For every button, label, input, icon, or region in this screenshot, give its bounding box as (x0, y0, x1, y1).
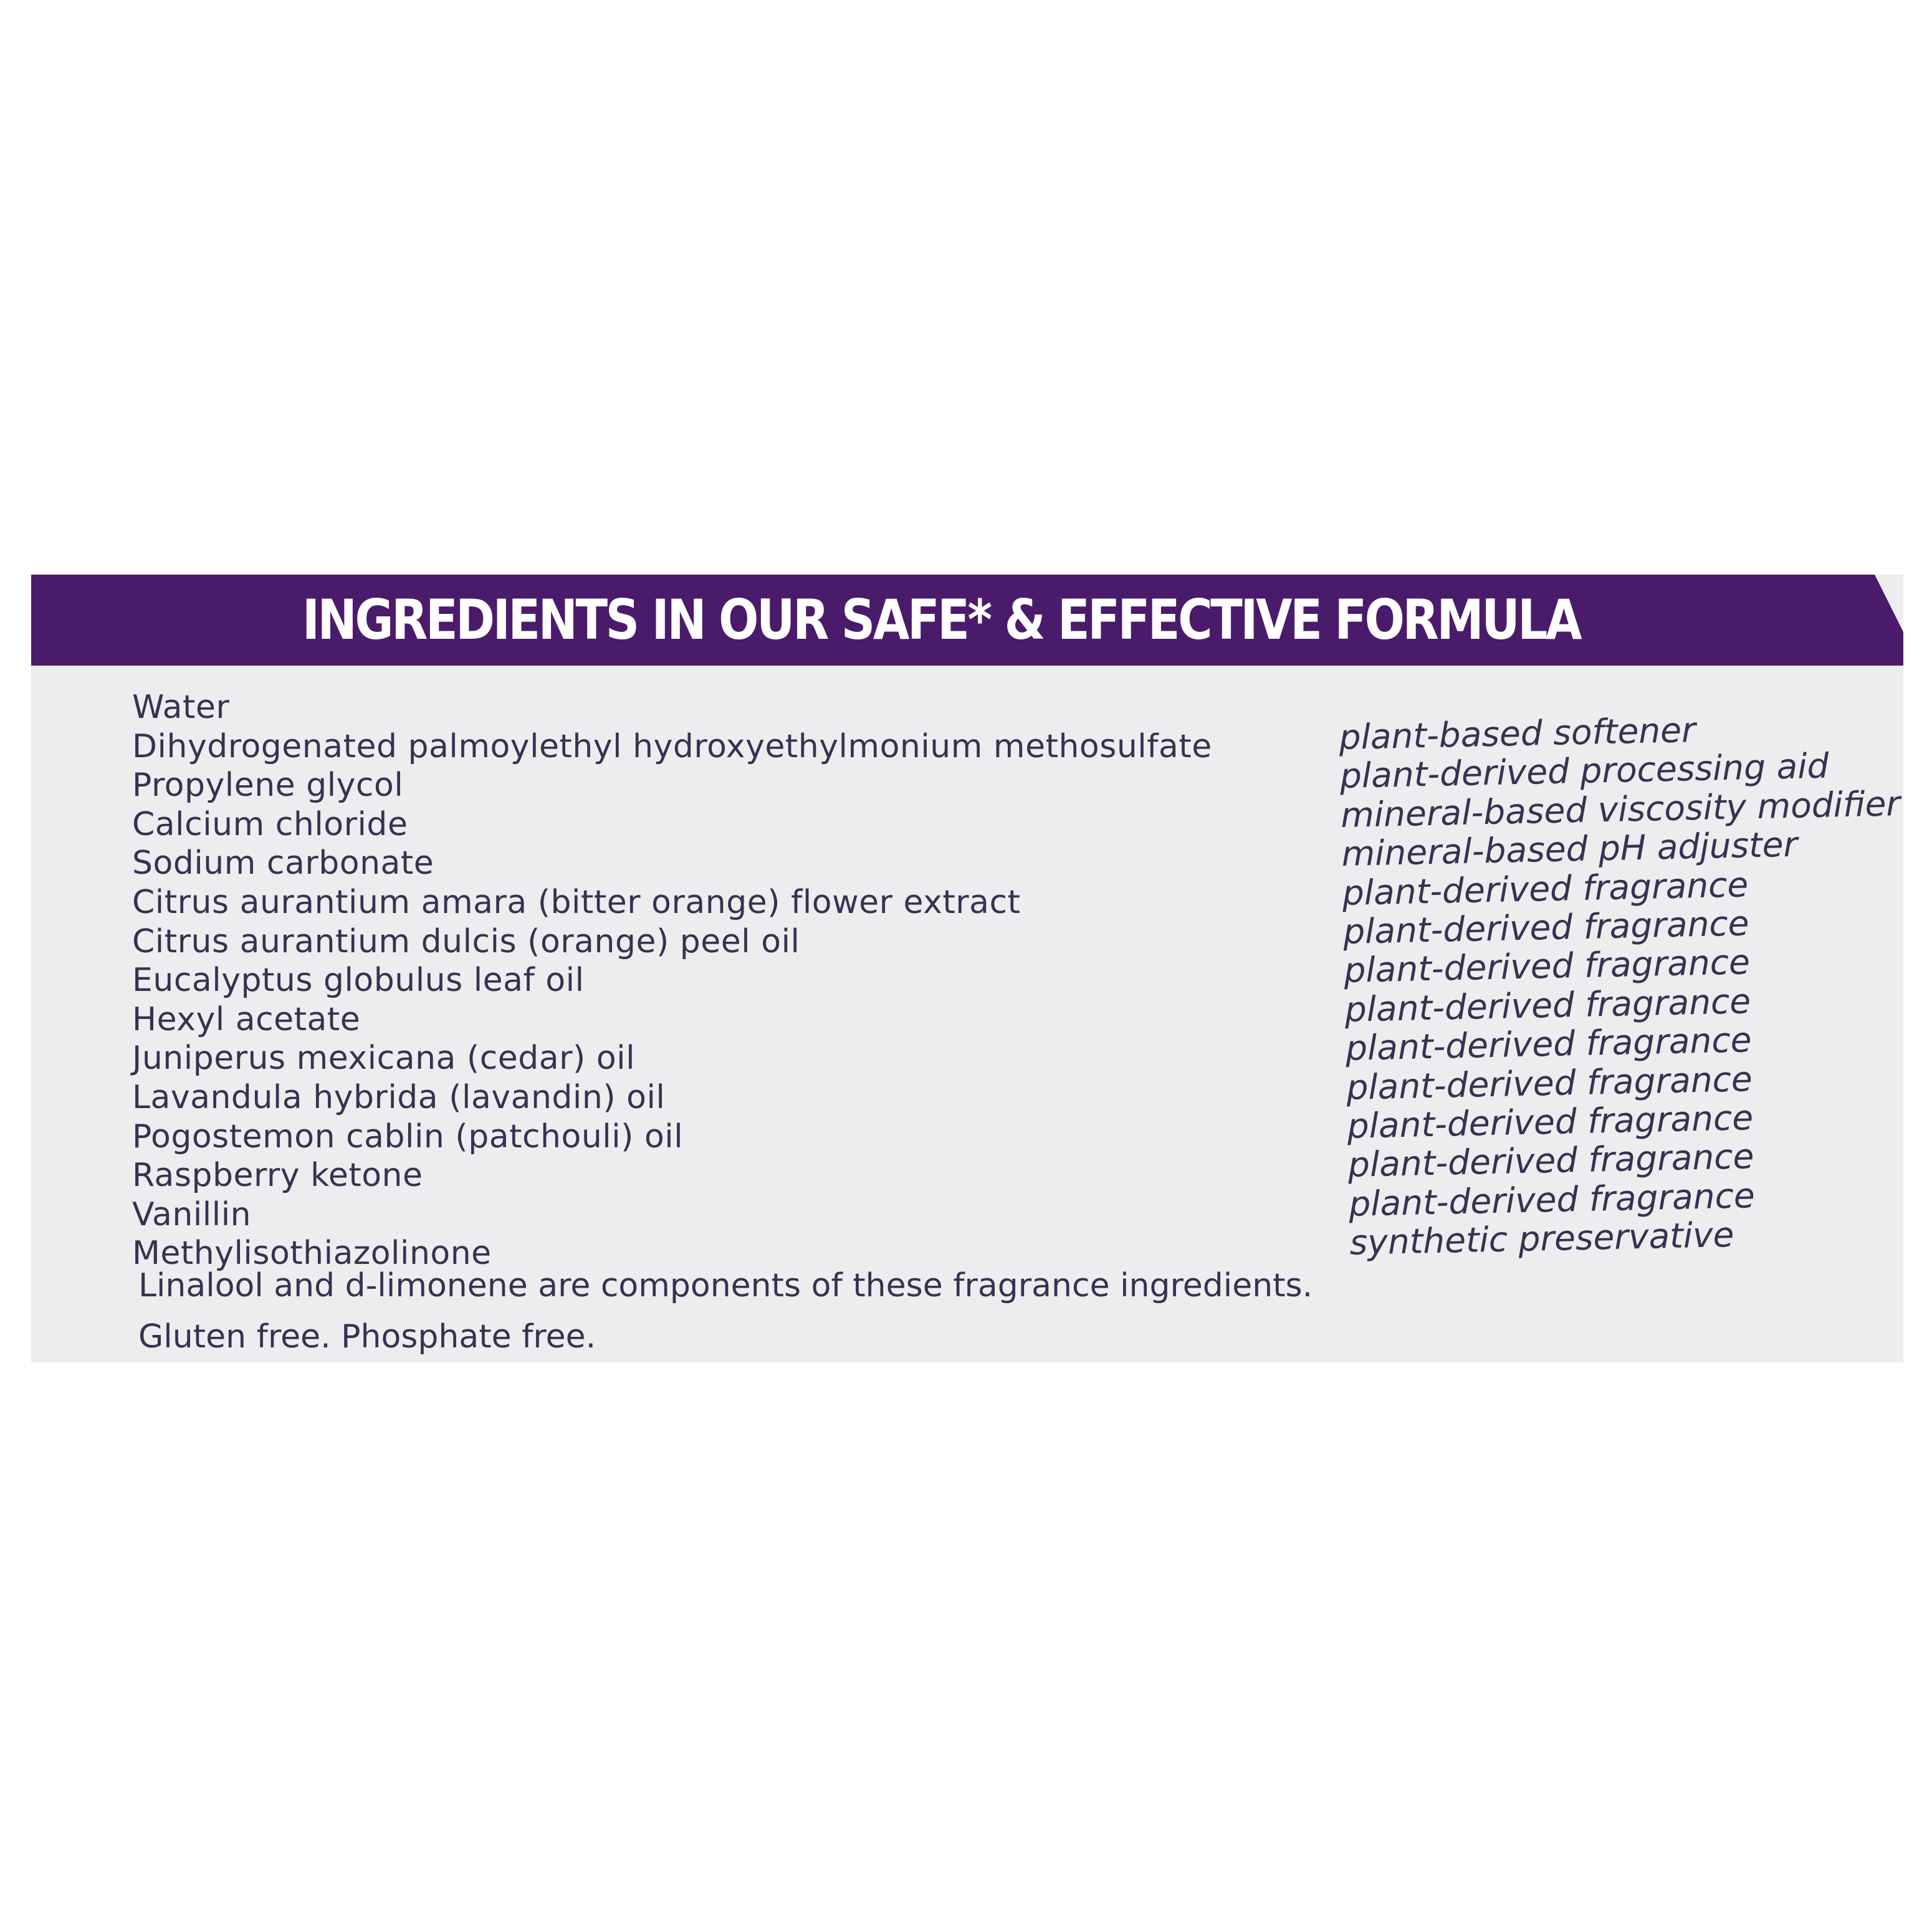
ingredient-role: synthetic preservative (1349, 1214, 1735, 1263)
ingredient-role: plant-derived fragrance (1347, 1136, 1754, 1185)
ingredient-role: plant-derived fragrance (1344, 980, 1751, 1030)
banner-title: INGREDIENTS IN OUR SAFE* & EFFECTIVE FORMULA (302, 588, 1581, 652)
ingredient-item: Vanillin (132, 1195, 252, 1233)
ingredient-role: plant-derived processing aid (1339, 745, 1830, 796)
ingredient-item: Pogostemon cablin (patchouli) oil (132, 1117, 684, 1155)
ingredient-item: Dihydrogenated palmoylethyl hydroxyethylmonium methosulfate (132, 727, 1212, 765)
ingredient-role: mineral-based viscosity modifier (1340, 783, 1901, 835)
ingredient-role-list (1339, 706, 1911, 1262)
ingredient-role: mineral-based pH adjuster (1341, 824, 1798, 874)
ingredient-item: Water (132, 689, 230, 726)
header-banner (31, 575, 1903, 666)
ingredient-item: Citrus aurantium dulcis (orange) peel oil (132, 922, 800, 960)
ingredient-item: Propylene glycol (132, 767, 404, 805)
ingredient-role: plant-derived fragrance (1346, 1058, 1753, 1107)
ingredient-list (132, 688, 1316, 1273)
ingredient-role: plant-derived fragrance (1348, 1175, 1756, 1224)
ingredient-item: Sodium carbonate (132, 844, 434, 882)
ingredient-item: Citrus aurantium amara (bitter orange) flower extract (132, 883, 1021, 921)
ingredient-role: plant-derived fragrance (1347, 1098, 1754, 1146)
ingredient-role: plant-derived fragrance (1345, 1020, 1753, 1069)
ingredient-item: Eucalyptus globulus leaf oil (132, 962, 585, 1000)
ingredient-role: plant-based softener (1338, 710, 1696, 757)
fragrance-note: Linalool and d-limonene are components of these fragrance ingredients. (138, 1267, 1313, 1304)
ingredient-item: Lavandula hybrida (lavandin) oil (132, 1078, 666, 1116)
ingredient-item: Juniperus mexicana (cedar) oil (132, 1040, 636, 1078)
free-from-note: Gluten free. Phosphate free. (138, 1318, 596, 1356)
ingredient-item: Methylisothiazolinone (132, 1235, 492, 1273)
ingredient-role: plant-derived fragrance (1343, 942, 1751, 991)
ingredient-role: plant-derived fragrance (1342, 864, 1749, 913)
ingredient-item: Raspberry ketone (132, 1157, 423, 1195)
ingredient-role: plant-derived fragrance (1342, 903, 1750, 952)
ingredient-item: Hexyl acetate (132, 1000, 361, 1038)
ingredient-item: Calcium chloride (132, 805, 408, 843)
